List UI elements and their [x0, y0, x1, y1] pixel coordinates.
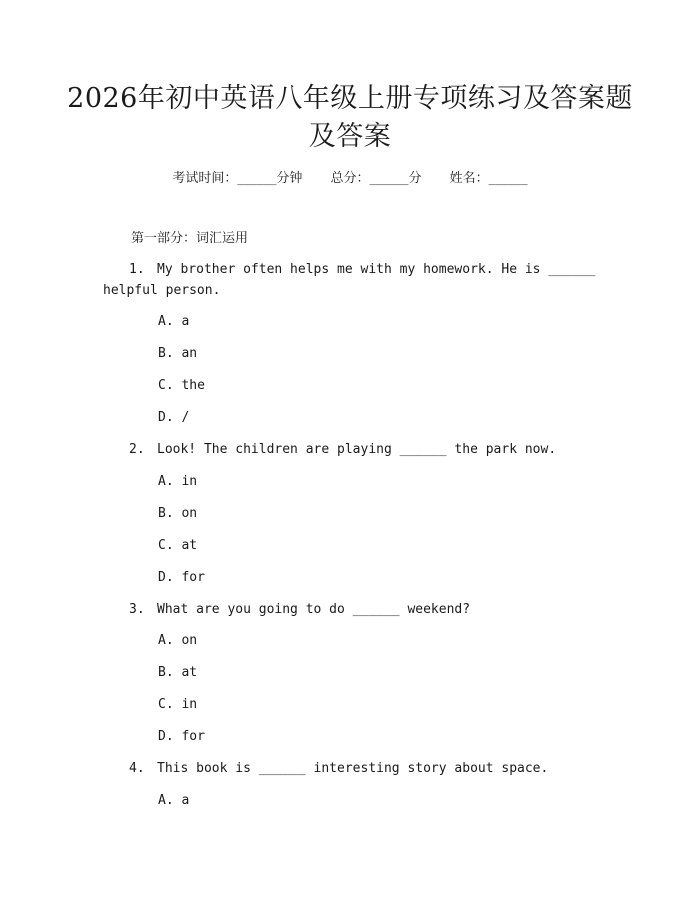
question-text: Look! The children are playing ______ the park now. — [157, 442, 557, 457]
option-3a: A. on — [158, 633, 198, 648]
option-4a: A. a — [158, 793, 190, 808]
exam-time-field: 考试时间：______分钟 — [172, 171, 303, 186]
question-3 — [103, 599, 603, 620]
exam-info — [0, 170, 700, 188]
question-text: My brother often helps me with my homework. He is ______ helpful person. — [103, 262, 596, 298]
option-1c: C. the — [158, 378, 205, 393]
option-2b: B. on — [158, 506, 198, 521]
option-3b: B. at — [158, 665, 198, 680]
section-title: 第一部分：词汇运用 — [131, 231, 249, 246]
option-2a: A. in — [158, 474, 198, 489]
option-3c: C. in — [158, 697, 198, 712]
option-1d: D. / — [158, 410, 190, 425]
question-number: 2. — [129, 442, 145, 457]
question-number: 4. — [129, 761, 145, 776]
option-1a: A. a — [158, 314, 190, 329]
question-number: 1. — [129, 262, 145, 277]
page-title: 2026年初中英语八年级上册专项练习及答案题及答案 — [67, 83, 633, 152]
question-4 — [103, 758, 603, 779]
option-2c: C. at — [158, 538, 198, 553]
question-text: What are you going to do ______ weekend? — [157, 602, 471, 617]
total-score-field: 总分：______分 — [330, 171, 422, 186]
option-2d: D. for — [158, 570, 205, 585]
question-number: 3. — [129, 602, 145, 617]
question-2 — [103, 439, 603, 460]
option-3d: D. for — [158, 729, 205, 744]
name-field: 姓名：______ — [449, 171, 528, 186]
question-1 — [103, 259, 603, 301]
question-text: This book is ______ interesting story about space. — [157, 761, 549, 776]
option-1b: B. an — [158, 346, 198, 361]
